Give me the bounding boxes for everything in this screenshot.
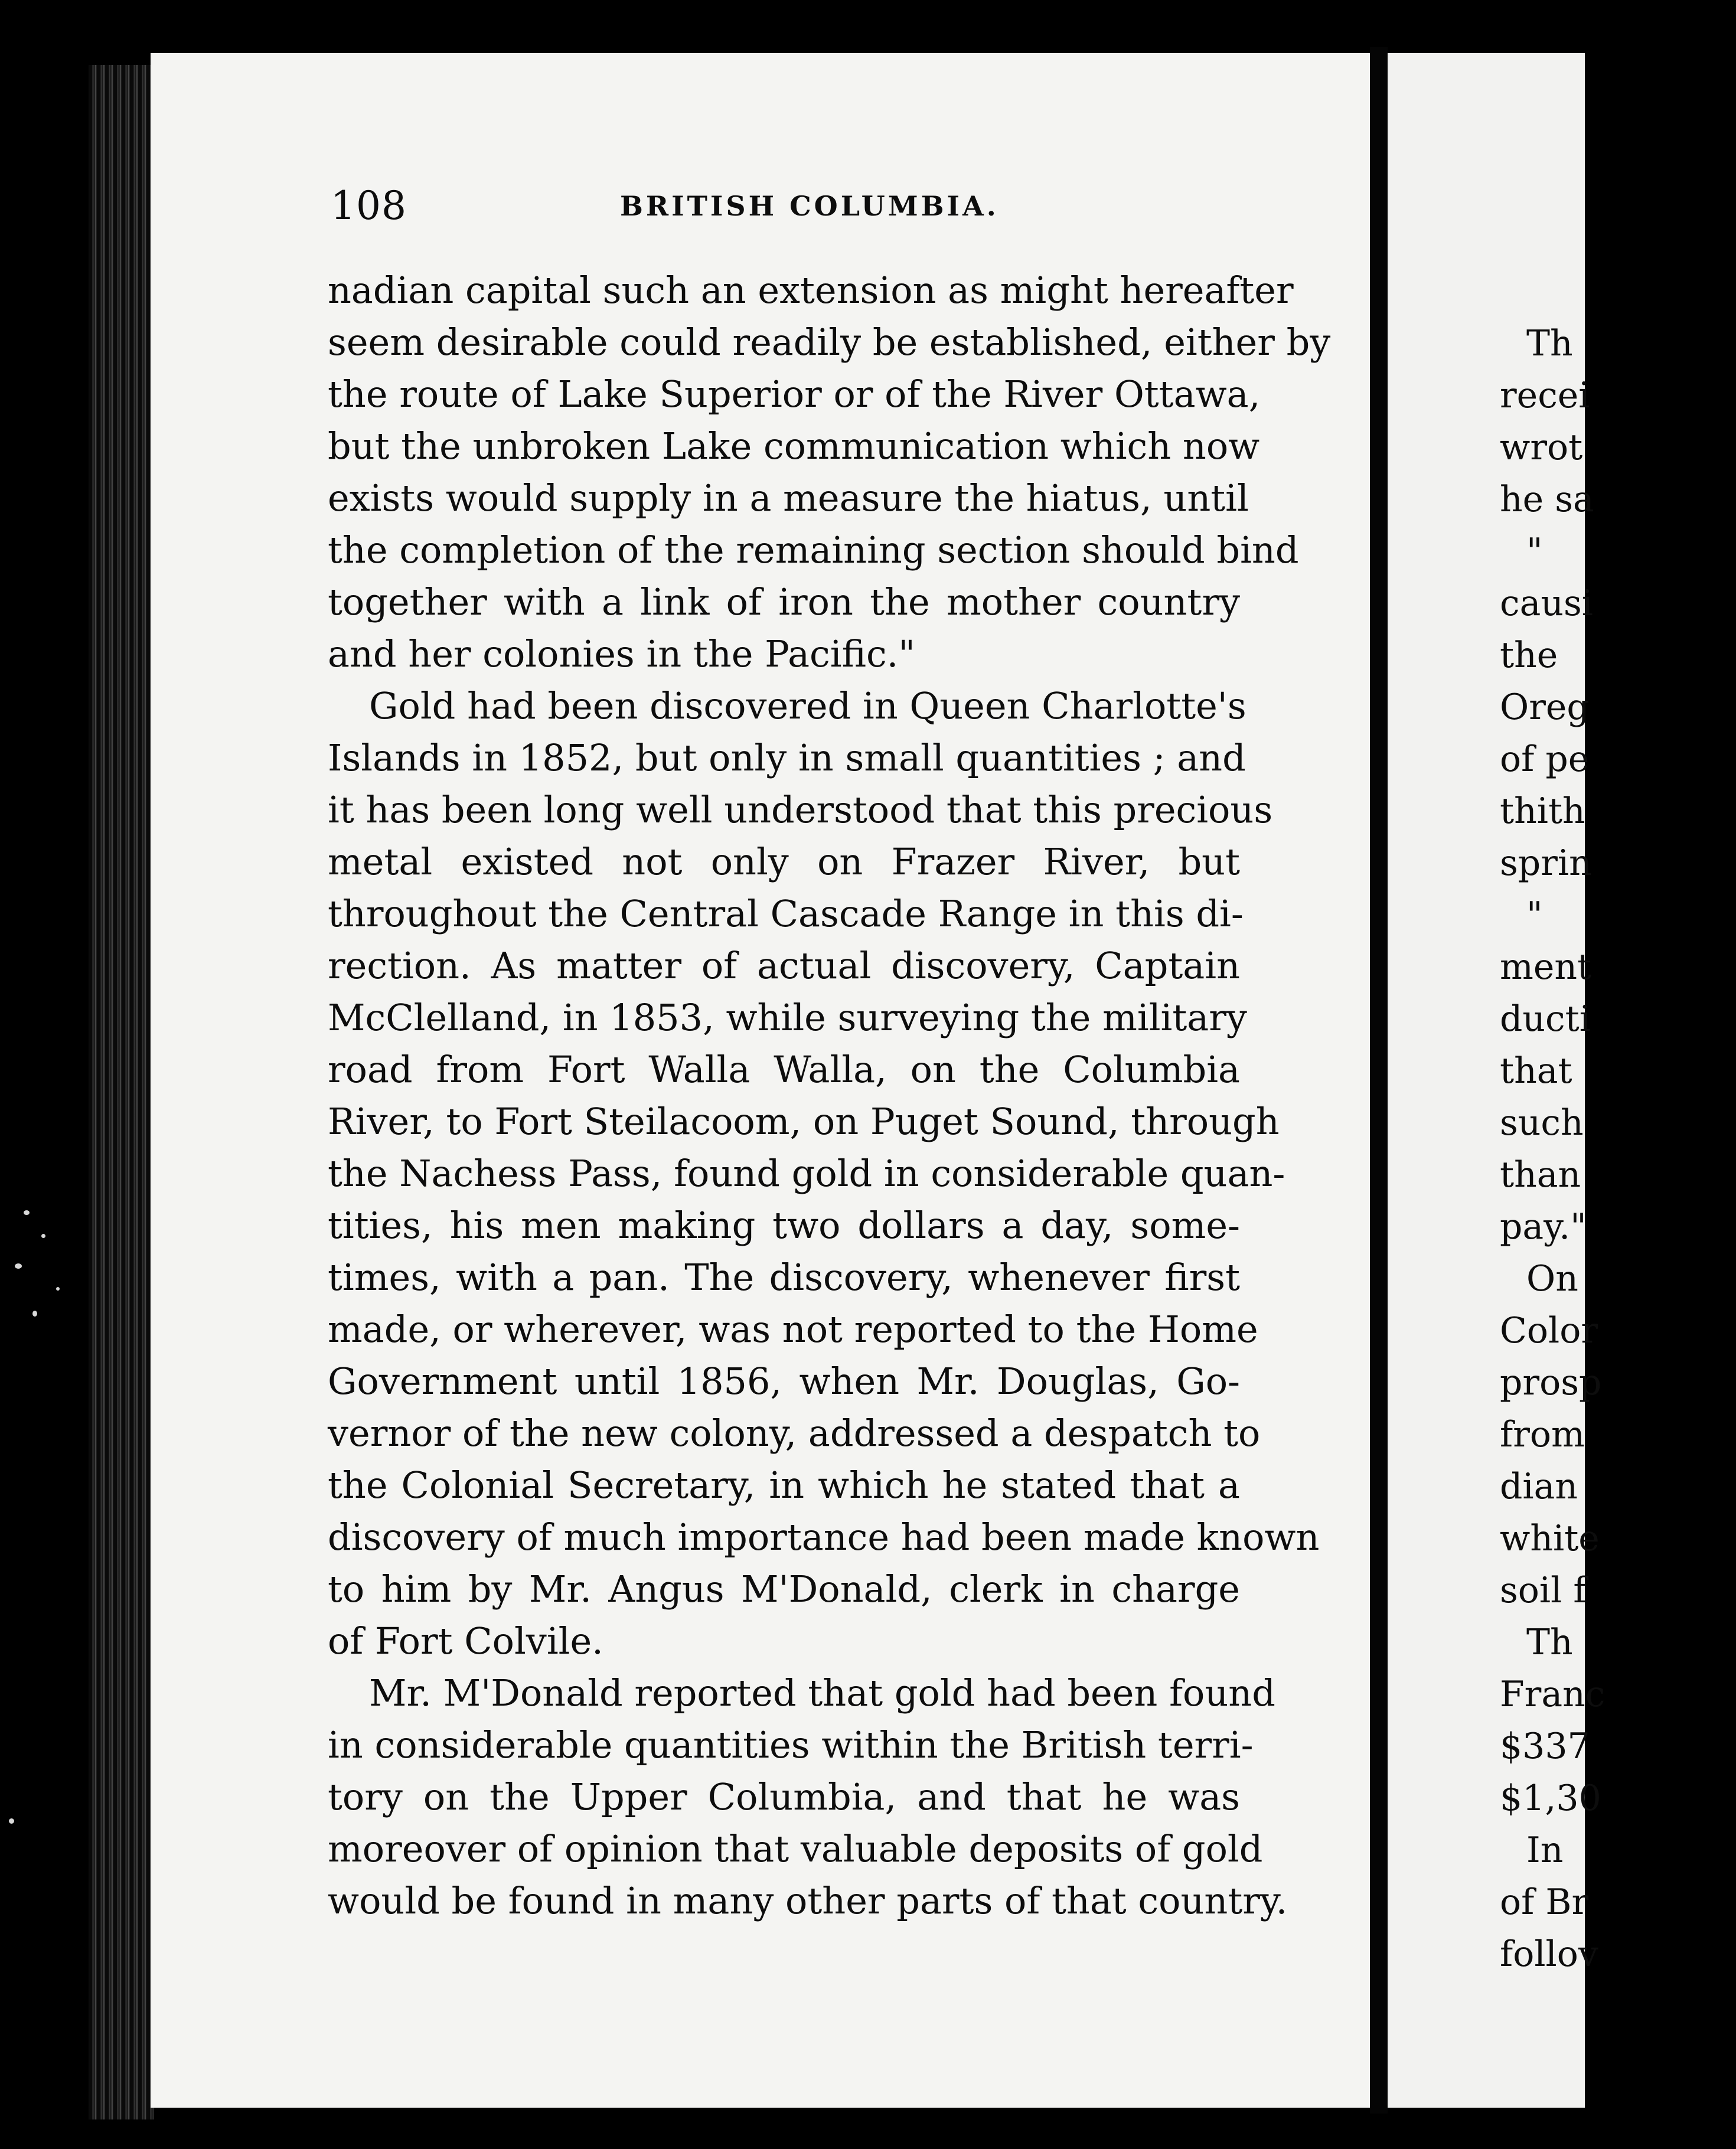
text-line: Mr. M'Donald reported that gold had been found xyxy=(369,1671,1275,1714)
text-line: of Fort Colvile. xyxy=(328,1619,603,1663)
facing-page-line: follov xyxy=(1500,1934,1598,1975)
facing-page-line: pay." xyxy=(1500,1206,1587,1247)
facing-page-line: In xyxy=(1526,1830,1564,1871)
text-line: rection. As matter of actual discovery, Captain xyxy=(328,944,1240,987)
facing-page-line: he sa xyxy=(1500,479,1594,520)
facing-page-line: Th xyxy=(1526,1622,1573,1663)
facing-page-line: the xyxy=(1500,635,1558,676)
facing-page-line: Th xyxy=(1526,323,1573,364)
facing-page-line: On xyxy=(1526,1258,1578,1299)
text-line: and her colonies in the Pacific." xyxy=(328,632,915,675)
facing-page-text xyxy=(1500,318,1736,1980)
text-line: Islands in 1852, but only in small quantities ; and xyxy=(328,736,1246,779)
text-line: Government until 1856, when Mr. Douglas, Go- xyxy=(328,1360,1240,1403)
scan-speck xyxy=(41,1234,45,1238)
text-line: to him by Mr. Angus M'Donald, clerk in charge xyxy=(328,1567,1240,1611)
scan-speck xyxy=(56,1287,60,1291)
text-line: tities, his men making two dollars a day, some- xyxy=(328,1204,1240,1247)
text-line: River, to Fort Steilacoom, on Puget Sound, through xyxy=(328,1100,1280,1143)
facing-page-line: prosp xyxy=(1500,1362,1602,1403)
scan-speck xyxy=(15,1263,22,1269)
page-number: 108 xyxy=(331,183,407,228)
text-line: McClelland, in 1853, while surveying the military xyxy=(328,996,1247,1039)
facing-page-line: dian xyxy=(1500,1466,1578,1507)
facing-page-line: recei xyxy=(1500,375,1590,416)
text-line: tory on the Upper Columbia, and that he was xyxy=(328,1775,1240,1818)
facing-page-line: $337 xyxy=(1500,1726,1590,1767)
right-page-fragment xyxy=(1388,53,1606,2108)
text-line: it has been long well understood that this precious xyxy=(328,788,1273,831)
text-line: moreover of opinion that valuable deposits of gold xyxy=(328,1827,1263,1870)
facing-page-line: of Br xyxy=(1500,1882,1589,1923)
text-line: times, with a pan. The discovery, whenever first xyxy=(328,1256,1240,1299)
facing-page-line: ment xyxy=(1500,946,1592,988)
facing-page-line: " xyxy=(1526,894,1543,936)
text-line: the route of Lake Superior or of the River Ottawa, xyxy=(328,373,1261,416)
text-line: nadian capital such an extension as might hereafter xyxy=(328,269,1294,312)
text-line: made, or wherever, was not reported to the Home xyxy=(328,1308,1258,1351)
text-line: would be found in many other parts of that country. xyxy=(328,1879,1288,1922)
scan-speck xyxy=(32,1311,37,1317)
facing-page-line: Franc xyxy=(1500,1674,1606,1715)
text-line: throughout the Central Cascade Range in this di- xyxy=(328,892,1244,935)
facing-page-line: " xyxy=(1526,531,1543,572)
facing-page-line: Oreg xyxy=(1500,687,1590,728)
text-line: in considerable quantities within the British terri- xyxy=(328,1723,1254,1766)
facing-page-line: than xyxy=(1500,1154,1581,1196)
running-head xyxy=(331,183,1334,236)
text-line: road from Fort Walla Walla, on the Columbia xyxy=(328,1048,1240,1091)
facing-page-line: causi xyxy=(1500,583,1593,624)
facing-page-line: $1,30 xyxy=(1500,1778,1601,1819)
text-line: metal existed not only on Frazer River, but xyxy=(328,840,1240,883)
scan-speck xyxy=(24,1210,30,1215)
facing-page-line: thith xyxy=(1500,791,1585,832)
scan-speck xyxy=(9,1818,14,1824)
text-line: discovery of much importance had been made known xyxy=(328,1516,1320,1559)
text-line: but the unbroken Lake communication which now xyxy=(328,424,1260,468)
text-line: vernor of the new colony, addressed a despatch to xyxy=(328,1412,1261,1455)
text-line: the Nachess Pass, found gold in considerable quan- xyxy=(328,1152,1285,1195)
text-line: seem desirable could readily be established, either by xyxy=(328,321,1331,364)
body-text xyxy=(328,264,1331,1927)
facing-page-line: wrot xyxy=(1500,427,1583,468)
facing-page-line: white xyxy=(1500,1518,1600,1559)
text-line: the completion of the remaining section should bind xyxy=(328,528,1299,571)
book-binding-edge xyxy=(89,65,154,2119)
facing-page-line: Color xyxy=(1500,1310,1598,1351)
facing-page-line: ducti xyxy=(1500,998,1591,1040)
running-title: BRITISH COLUMBIA. xyxy=(620,190,999,222)
facing-page-line: from xyxy=(1500,1414,1585,1455)
facing-page-line: sprin xyxy=(1500,842,1592,884)
text-line: the Colonial Secretary, in which he stated that a xyxy=(328,1464,1240,1507)
text-line: Gold had been discovered in Queen Charlotte's xyxy=(369,684,1246,727)
text-line: together with a link of iron the mother country xyxy=(328,580,1240,623)
facing-page-line: soil f xyxy=(1500,1570,1587,1611)
page-gutter xyxy=(1370,47,1388,2114)
text-line: exists would supply in a measure the hiatus, until xyxy=(328,476,1249,520)
facing-page-line: that xyxy=(1500,1050,1572,1092)
facing-page-line: such xyxy=(1500,1102,1584,1144)
facing-page-line: of pe xyxy=(1500,739,1590,780)
